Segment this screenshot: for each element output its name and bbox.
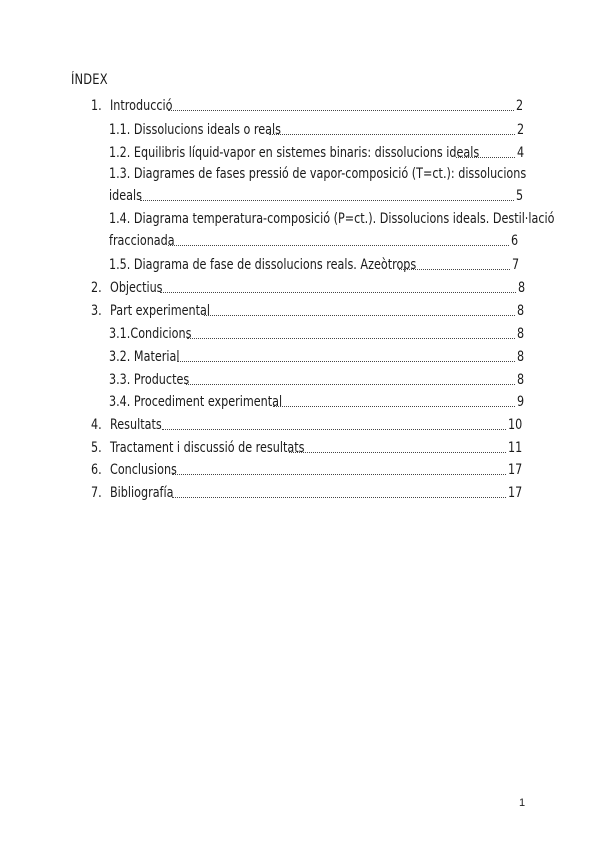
toc-leader-dots: [177, 347, 515, 367]
toc-leader-dots: [172, 483, 506, 503]
toc-entry-page: 2: [517, 122, 525, 138]
toc-leader-dots: [456, 143, 515, 163]
toc-entry[interactable]: [0, 255, 600, 275]
toc-leader-dots: [289, 438, 506, 458]
toc-entry-page: 7: [512, 257, 520, 273]
page-number: 1: [519, 797, 526, 809]
toc-entry[interactable]: [0, 143, 600, 163]
toc-entry-page: 8: [517, 349, 525, 365]
toc-entry[interactable]: [0, 96, 600, 116]
toc-entry-label: 1.5. Diagrama de fase de dissolucions reals. Azeòtrops: [109, 257, 417, 273]
toc-entry-label-line1[interactable]: 1.3. Diagrames de fases pressió de vapor-composició (T=ct.): dissolucions: [109, 166, 527, 182]
toc-entry[interactable]: [0, 392, 600, 412]
toc-entry-page: 8: [517, 372, 525, 388]
toc-entry-label-line1[interactable]: 1.4. Diagrama temperatura-composició (P=ct.). Dissolucions ideals. Destil·lació: [109, 211, 555, 227]
toc-leader-dots: [399, 255, 510, 275]
toc-entry-label: Conclusions: [110, 462, 177, 478]
toc-entry-number: 6.: [91, 462, 102, 478]
toc-entry[interactable]: [0, 120, 600, 140]
toc-entry[interactable]: [0, 186, 600, 206]
toc-entry-number: 2.: [91, 280, 102, 296]
toc-leader-dots: [162, 415, 506, 435]
toc-entry-label: 3.2. Material: [109, 349, 180, 365]
toc-leader-dots: [204, 301, 515, 321]
toc-leader-dots: [269, 120, 515, 140]
toc-entry-page: 17: [508, 485, 523, 501]
toc-leader-dots: [168, 96, 514, 116]
toc-leader-dots: [273, 392, 515, 412]
toc-entry-page: 8: [517, 303, 525, 319]
toc-leader-dots: [160, 278, 516, 298]
toc-entry-number: 7.: [91, 485, 102, 501]
toc-entry-label: Bibliografía: [110, 485, 174, 501]
toc-entry[interactable]: [0, 324, 600, 344]
toc-entry-label: Objectius: [110, 280, 163, 296]
toc-entry-page: 11: [508, 440, 523, 456]
toc-entry-page: 4: [517, 145, 525, 161]
toc-leader-dots: [168, 231, 509, 251]
toc-entry-label: Resultats: [110, 417, 162, 433]
toc-entry-page: 17: [508, 462, 523, 478]
toc-entry-label: ideals: [109, 188, 142, 204]
toc-entry-number: 4.: [91, 417, 102, 433]
toc-entry-number: 5.: [91, 440, 102, 456]
toc-entry[interactable]: [0, 278, 600, 298]
toc-entry-label: 3.3. Productes: [109, 372, 190, 388]
toc-entry[interactable]: [0, 347, 600, 367]
toc-entry[interactable]: [0, 483, 600, 503]
toc-leader-dots: [187, 324, 515, 344]
toc-entry-page: 8: [518, 280, 526, 296]
toc-leader-dots: [186, 370, 515, 390]
toc-entry-label: Part experimental: [110, 303, 210, 319]
toc-entry-label: 1.1. Dissolucions ideals o reals: [109, 122, 281, 138]
toc-entry[interactable]: [0, 301, 600, 321]
toc-entry-page: 6: [511, 233, 519, 249]
toc-entry-page: 10: [508, 417, 523, 433]
toc-entry-page: 8: [517, 326, 525, 342]
toc-entry-label: 3.4. Procediment experimental: [109, 394, 283, 410]
toc-entry[interactable]: [0, 460, 600, 480]
toc-leader-dots: [172, 460, 506, 480]
toc-entry-page: 5: [516, 188, 524, 204]
toc-entry-number: 3.: [91, 303, 102, 319]
toc-leader-dots: [140, 186, 514, 206]
toc-entry-page: 2: [516, 98, 524, 114]
toc-entry-page: 9: [517, 394, 525, 410]
toc-entry[interactable]: [0, 415, 600, 435]
toc-entry-label: fraccionada: [109, 233, 175, 249]
toc-entry-label: Tractament i discussió de resultats: [110, 440, 305, 456]
toc-entry-label: Introducció: [110, 98, 173, 114]
toc-entry[interactable]: [0, 231, 600, 251]
toc-heading: ÍNDEX: [71, 72, 108, 88]
toc-entry[interactable]: [0, 438, 600, 458]
toc-entry-label: 3.1.Condicions: [109, 326, 192, 342]
toc-entry-number: 1.: [91, 98, 102, 114]
toc-entry[interactable]: [0, 370, 600, 390]
toc-entry-label: 1.2. Equilibris líquid-vapor en sistemes binaris: dissolucions ideals: [109, 145, 480, 161]
